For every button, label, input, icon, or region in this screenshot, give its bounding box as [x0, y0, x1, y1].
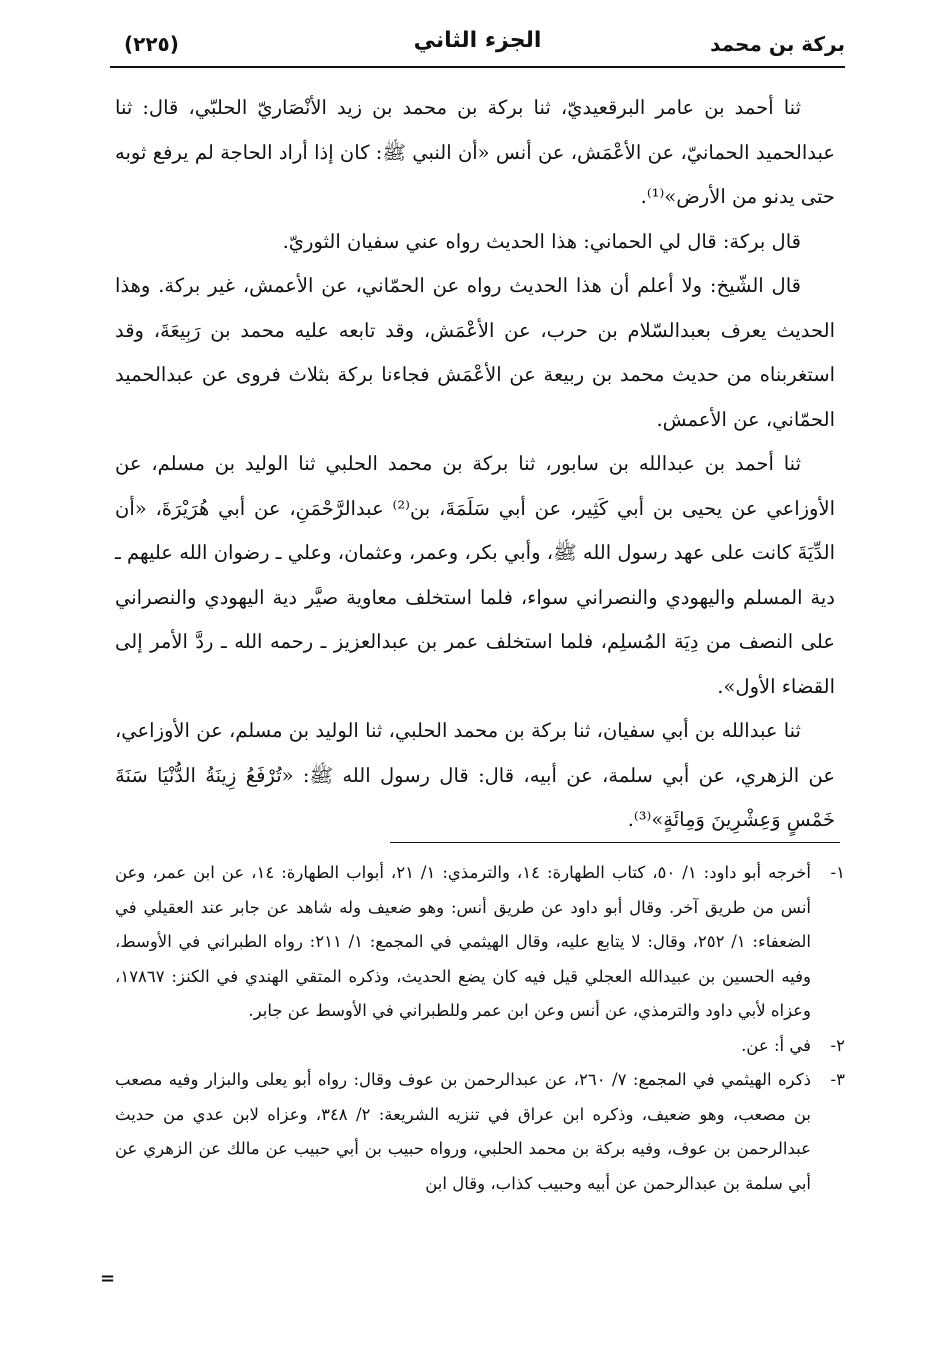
- header-book-title: بركة بن محمد: [710, 32, 845, 56]
- paragraph: ثنا أحمد بن عبدالله بن سابور، ثنا بركة بن محمد الحلبي ثنا الوليد بن مسلم، عن الأوزاعي عن يحيى بن أبي كَثِير، عن أبي سَلَمَةَ، بن⁽²⁾ عبدالرَّحْمَنِ، عن أبي هُرَيْرَةَ، «أن الدِّيَةَ كانت على عهد رسول الله ﷺ، وأبي بكر، وعمر، وعثمان، وعلي ـ رضوان الله عليهم ـ دية المسلم واليهودي والنصراني سواء، فلما استخلف معاوية صيَّر دية اليهودي والنصراني على النصف من دِيَة المُسلِم، فلما استخلف عمر بن عبدالعزيز ـ رحمه الله ـ ردَّ الأمر إلى القضاء الأول».: [115, 452, 836, 698]
- header-part-title: الجزء الثاني: [413, 28, 542, 53]
- page-header: [110, 26, 845, 64]
- footnote-number: ١-: [830, 863, 845, 882]
- footnote-text: ذكره الهيثمي في المجمع: ٧/ ٢٦٠، عن عبدالرحمن بن عوف وقال: رواه أبو يعلى والبزار وفيه مصعب بن مصعب، وهو ضعيف، وذكره ابن عراق في تنزيه الشريعة: ٢/ ٣٤٨، وعزاه لابن عدي من حديث عبدالرحمن بن عوف، وفيه بركة بن محمد الحلبي، ورواه حبيب بن أبي حبيب عن مالك عن الزهري عن أبي سلمة بن عبدالرحمن عن أبيه وحبيب كذاب، وقال ابن: [115, 1070, 812, 1193]
- footnote: [115, 1029, 845, 1064]
- footnote-text: في أ: عن.: [741, 1035, 811, 1055]
- footnote: [115, 856, 845, 1029]
- footnote-text: أخرجه أبو داود: ١/ ٥٠، كتاب الطهارة: ١٤، والترمذي: ١/ ٢١، أبواب الطهارة: ١٤، عن ابن عمر، وعن أنس من طريق آخر. وقال أبو داود عن طريق أنس: وهو ضعيف وله شاهد عن جابر عند العقيلي في الضعفاء: ١/ ٢٥٢، وقال: لا يتابع عليه، وقال الهيثمي في المجمع: ١/ ٢١١: رواه الطبراني في الأوسط، وفيه الحسين بن عبيدالله العجلي قيل فيه كان يضع الحديث، وذكره المتقي الهندي في الكنز: ١٧٨٦٧، وعزاه لأبي داود والترمذي، عن أنس وعن ابن عمر وللطبراني في الأوسط عن جابر.: [115, 863, 812, 1020]
- paragraph: قال بركة: قال لي الحماني: هذا الحديث رواه عني سفيان الثوريّ.: [282, 229, 801, 253]
- footnote: [115, 1063, 845, 1201]
- paragraph: ثنا عبدالله بن أبي سفيان، ثنا بركة بن محمد الحلبي، ثنا الوليد بن مسلم، عن الأوزاعي، عن الزهري، عن أبي سلمة، عن أبيه، قال: قال رسول الله ﷺ: «تُرْفَعُ زِينَةُ الدُّنْيَا سَنَةَ خَمْسٍ وَعِشْرِينَ وَمِائَةٍ»⁽³⁾.: [115, 719, 835, 831]
- main-text: [115, 86, 835, 843]
- header-divider: [110, 66, 845, 68]
- page-number: (٢٢٥): [124, 32, 179, 56]
- footnote-number: ٣-: [830, 1070, 845, 1089]
- paragraph: ثنا أحمد بن عامر البرقعيديّ، ثنا بركة بن محمد بن زيد الأنْصَاريّ الحلبّي، قال: ثنا عبدالحميد الحمانيّ، عن الأعْمَش، عن أنس «أن النبي ﷺ: كان إذا أراد الحاجة لم يرفع ثوبه حتى يدنو من الأرض»⁽¹⁾.: [115, 96, 835, 208]
- continuation-mark: =: [100, 1268, 116, 1289]
- paragraph: قال الشّيخ: ولا أعلم أن هذا الحديث رواه عن الحمّاني، عن الأعمش، غير بركة. وهذا الحديث يعرف بعبدالسّلام بن حرب، عن الأعْمَش، وقد تابعه عليه محمد بن رَبِيعَةَ، وقد استغربناه من حديث محمد بن ربيعة عن الأعْمَش فجاءنا بركة بثلاث فروى عن عبدالحميد الحمّاني، عن الأعمش.: [115, 274, 835, 431]
- footnote-divider: [390, 842, 840, 843]
- footnote-number: ٢-: [830, 1035, 845, 1055]
- footnotes: [115, 856, 845, 1201]
